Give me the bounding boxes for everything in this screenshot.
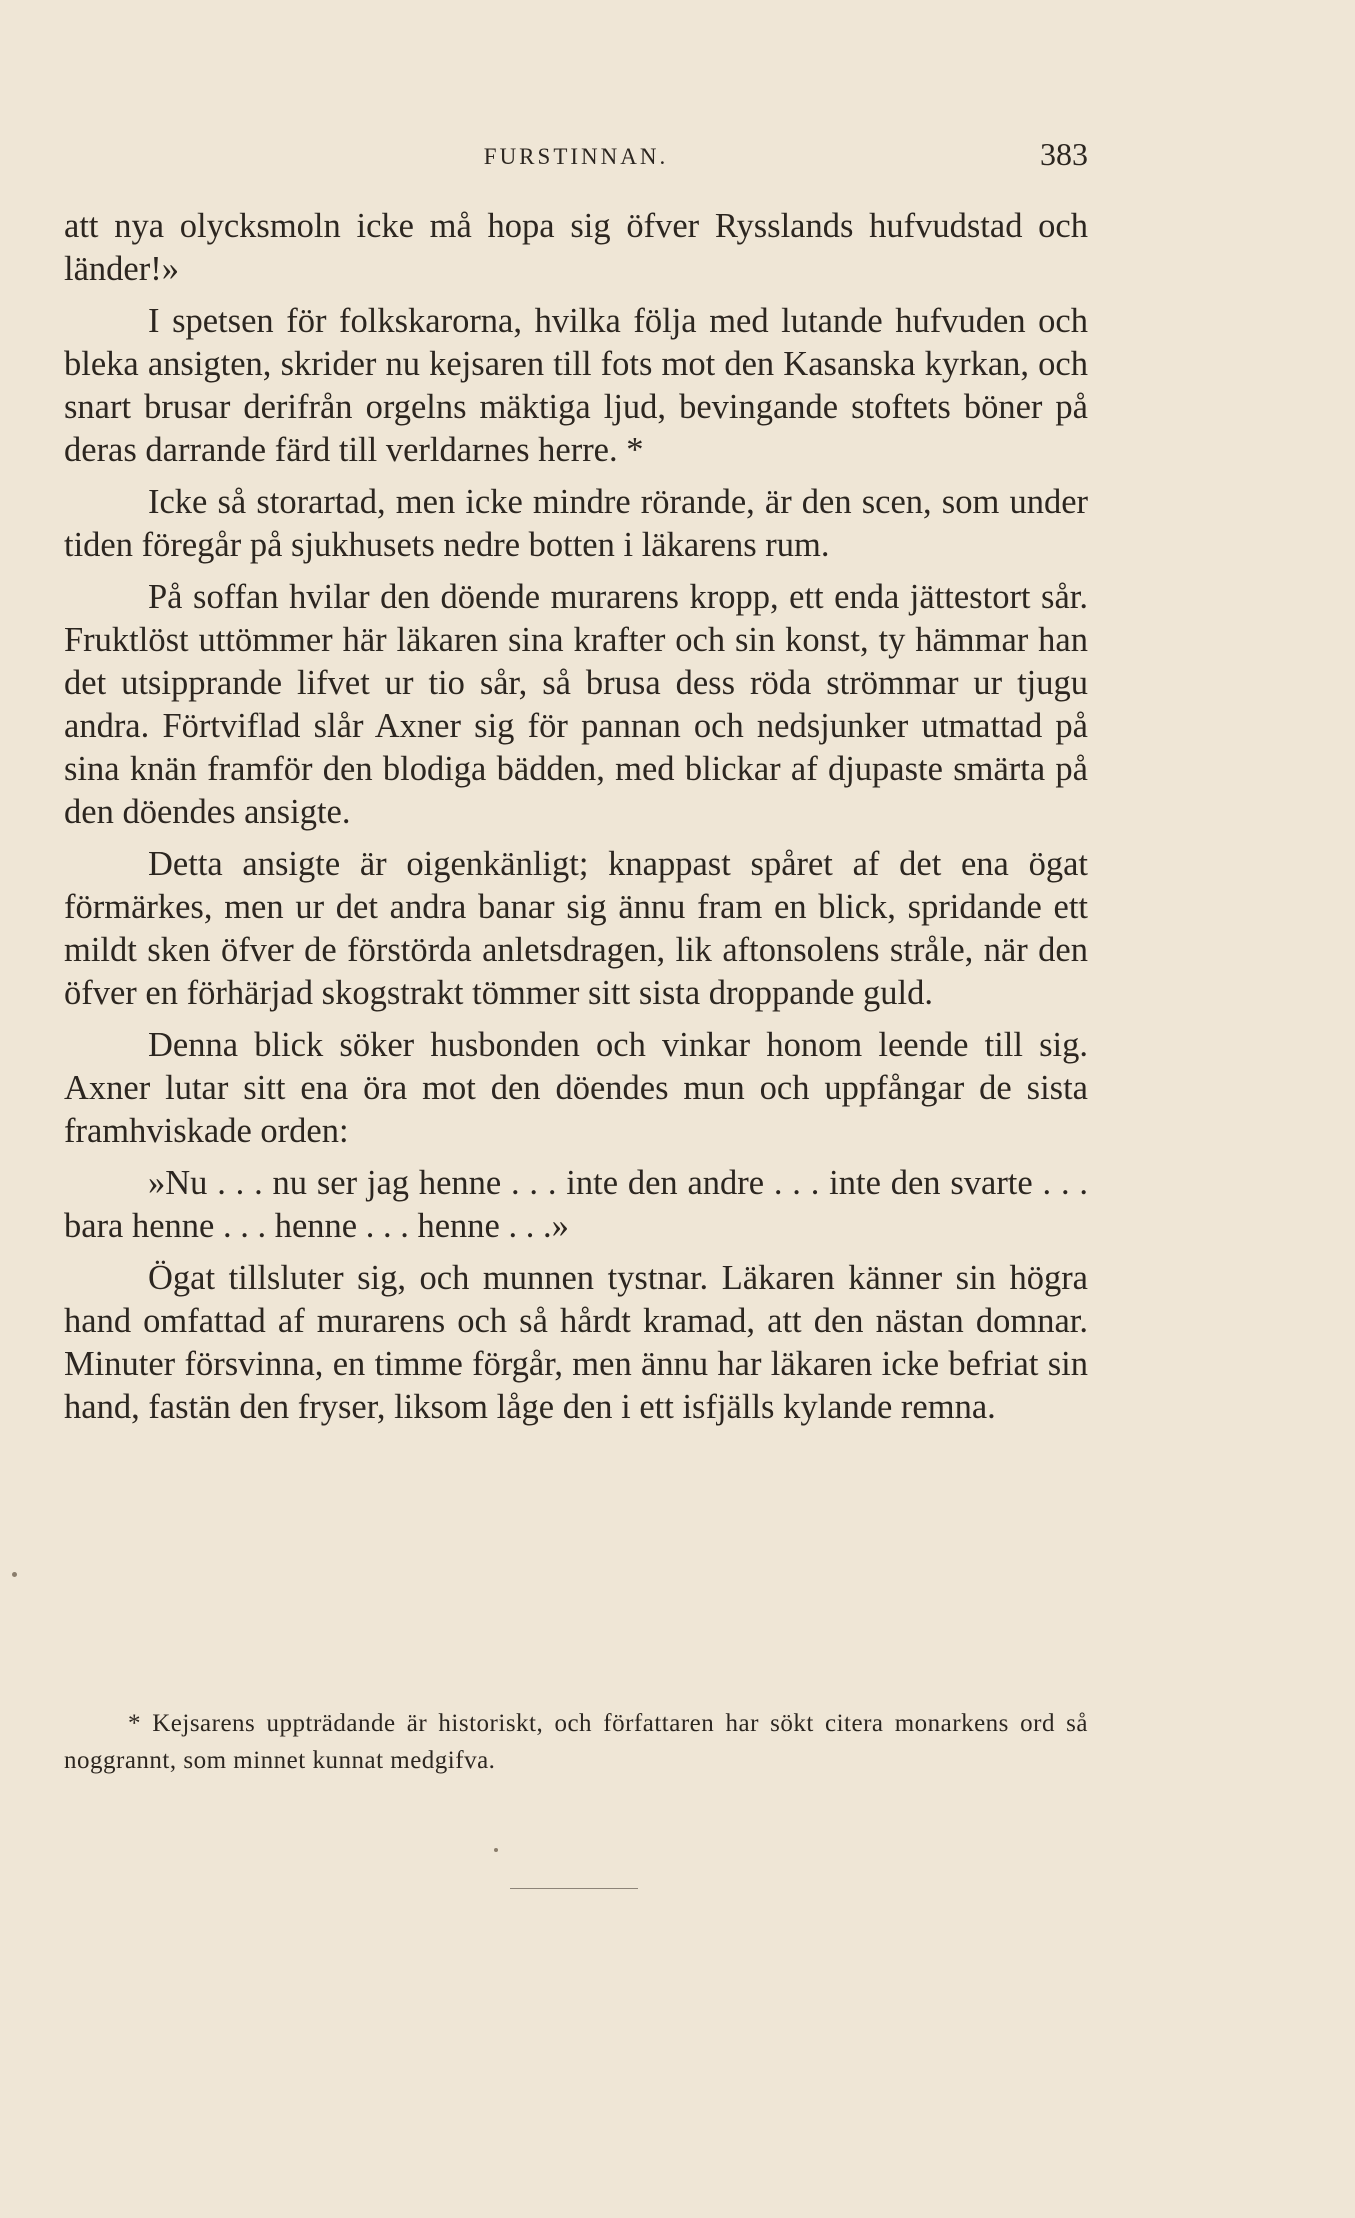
footnote [64,1705,1088,1779]
paragraph-1: att nya olycksmoln icke må hopa sig öfver Rysslands hufvudstad och länder!» [64,207,1088,288]
body-text [64,205,1088,1438]
paragraph-7-quote: »Nu . . . nu ser jag henne . . . inte den andre . . . inte den svarte . . . bara henne . . . henne . . . henne . . .» [64,1164,1088,1245]
paragraph-3: Icke så storartad, men icke mindre rörande, är den scen, som under tiden föregår på sjukhusets nedre botten i läkarens rum. [64,483,1088,564]
paper-speck [494,1848,498,1852]
paragraph-8: Ögat tillsluter sig, och munnen tystnar. Läkaren känner sin högra hand omfattad af murarens och så hårdt kramad, att den nästan domnar. Minuter försvinna, en timme förgår, men ännu har läkaren icke befriat sin hand, fastän den fryser, liksom låge den i ett isfjälls kylande remna. [64,1259,1088,1426]
paragraph-5: Detta ansigte är oigenkänligt; knappast spåret af det ena ögat förmärkes, men ur det andra banar sig ännu fram en blick, spridande ett mildt sken öfver de förstörda anletsdragen, lik aftonsolens stråle, när den öfver en förhärjad skogstrakt tömmer sitt sista droppande guld. [64,845,1088,1012]
paragraph-2: I spetsen för folkskarorna, hvilka följa med lutande hufvuden och bleka ansigten, skrider nu kejsaren till fots mot den Kasanska kyrkan, och snart brusar derifrån orgelns mäktiga ljud, bevingande stoftets böner på deras darrande färd till verldarnes herre. * [64,302,1088,469]
page-header [64,136,1088,176]
footnote-text: * Kejsarens uppträdande är historiskt, och författaren har sökt citera monarkens ord så noggrannt, som minnet kunnat medgifva. [64,1710,1088,1774]
paragraph-4: På soffan hvilar den döende murarens kropp, ett enda jättestort sår. Fruktlöst uttömmer här läkaren sina krafter och sin konst, ty hämmar han det utsipprande lifvet ur tio sår, så brusa dess röda strömmar ur tjugu andra. Förtviflad slår Axner sig för pannan och nedsjunker utmattad på sina knän framför den blodiga bädden, med blickar af djupaste smärta på den döendes ansigte. [64,578,1088,831]
paragraph-6: Denna blick söker husbonden och vinkar honom leende till sig. Axner lutar sitt ena öra mot den döendes mun och uppfångar de sista framhviskade orden: [64,1026,1088,1150]
page-number: 383 [1040,136,1088,172]
footer-rule [510,1888,638,1889]
paper-speck [12,1572,17,1577]
running-title: FURSTINNAN. [483,144,669,169]
